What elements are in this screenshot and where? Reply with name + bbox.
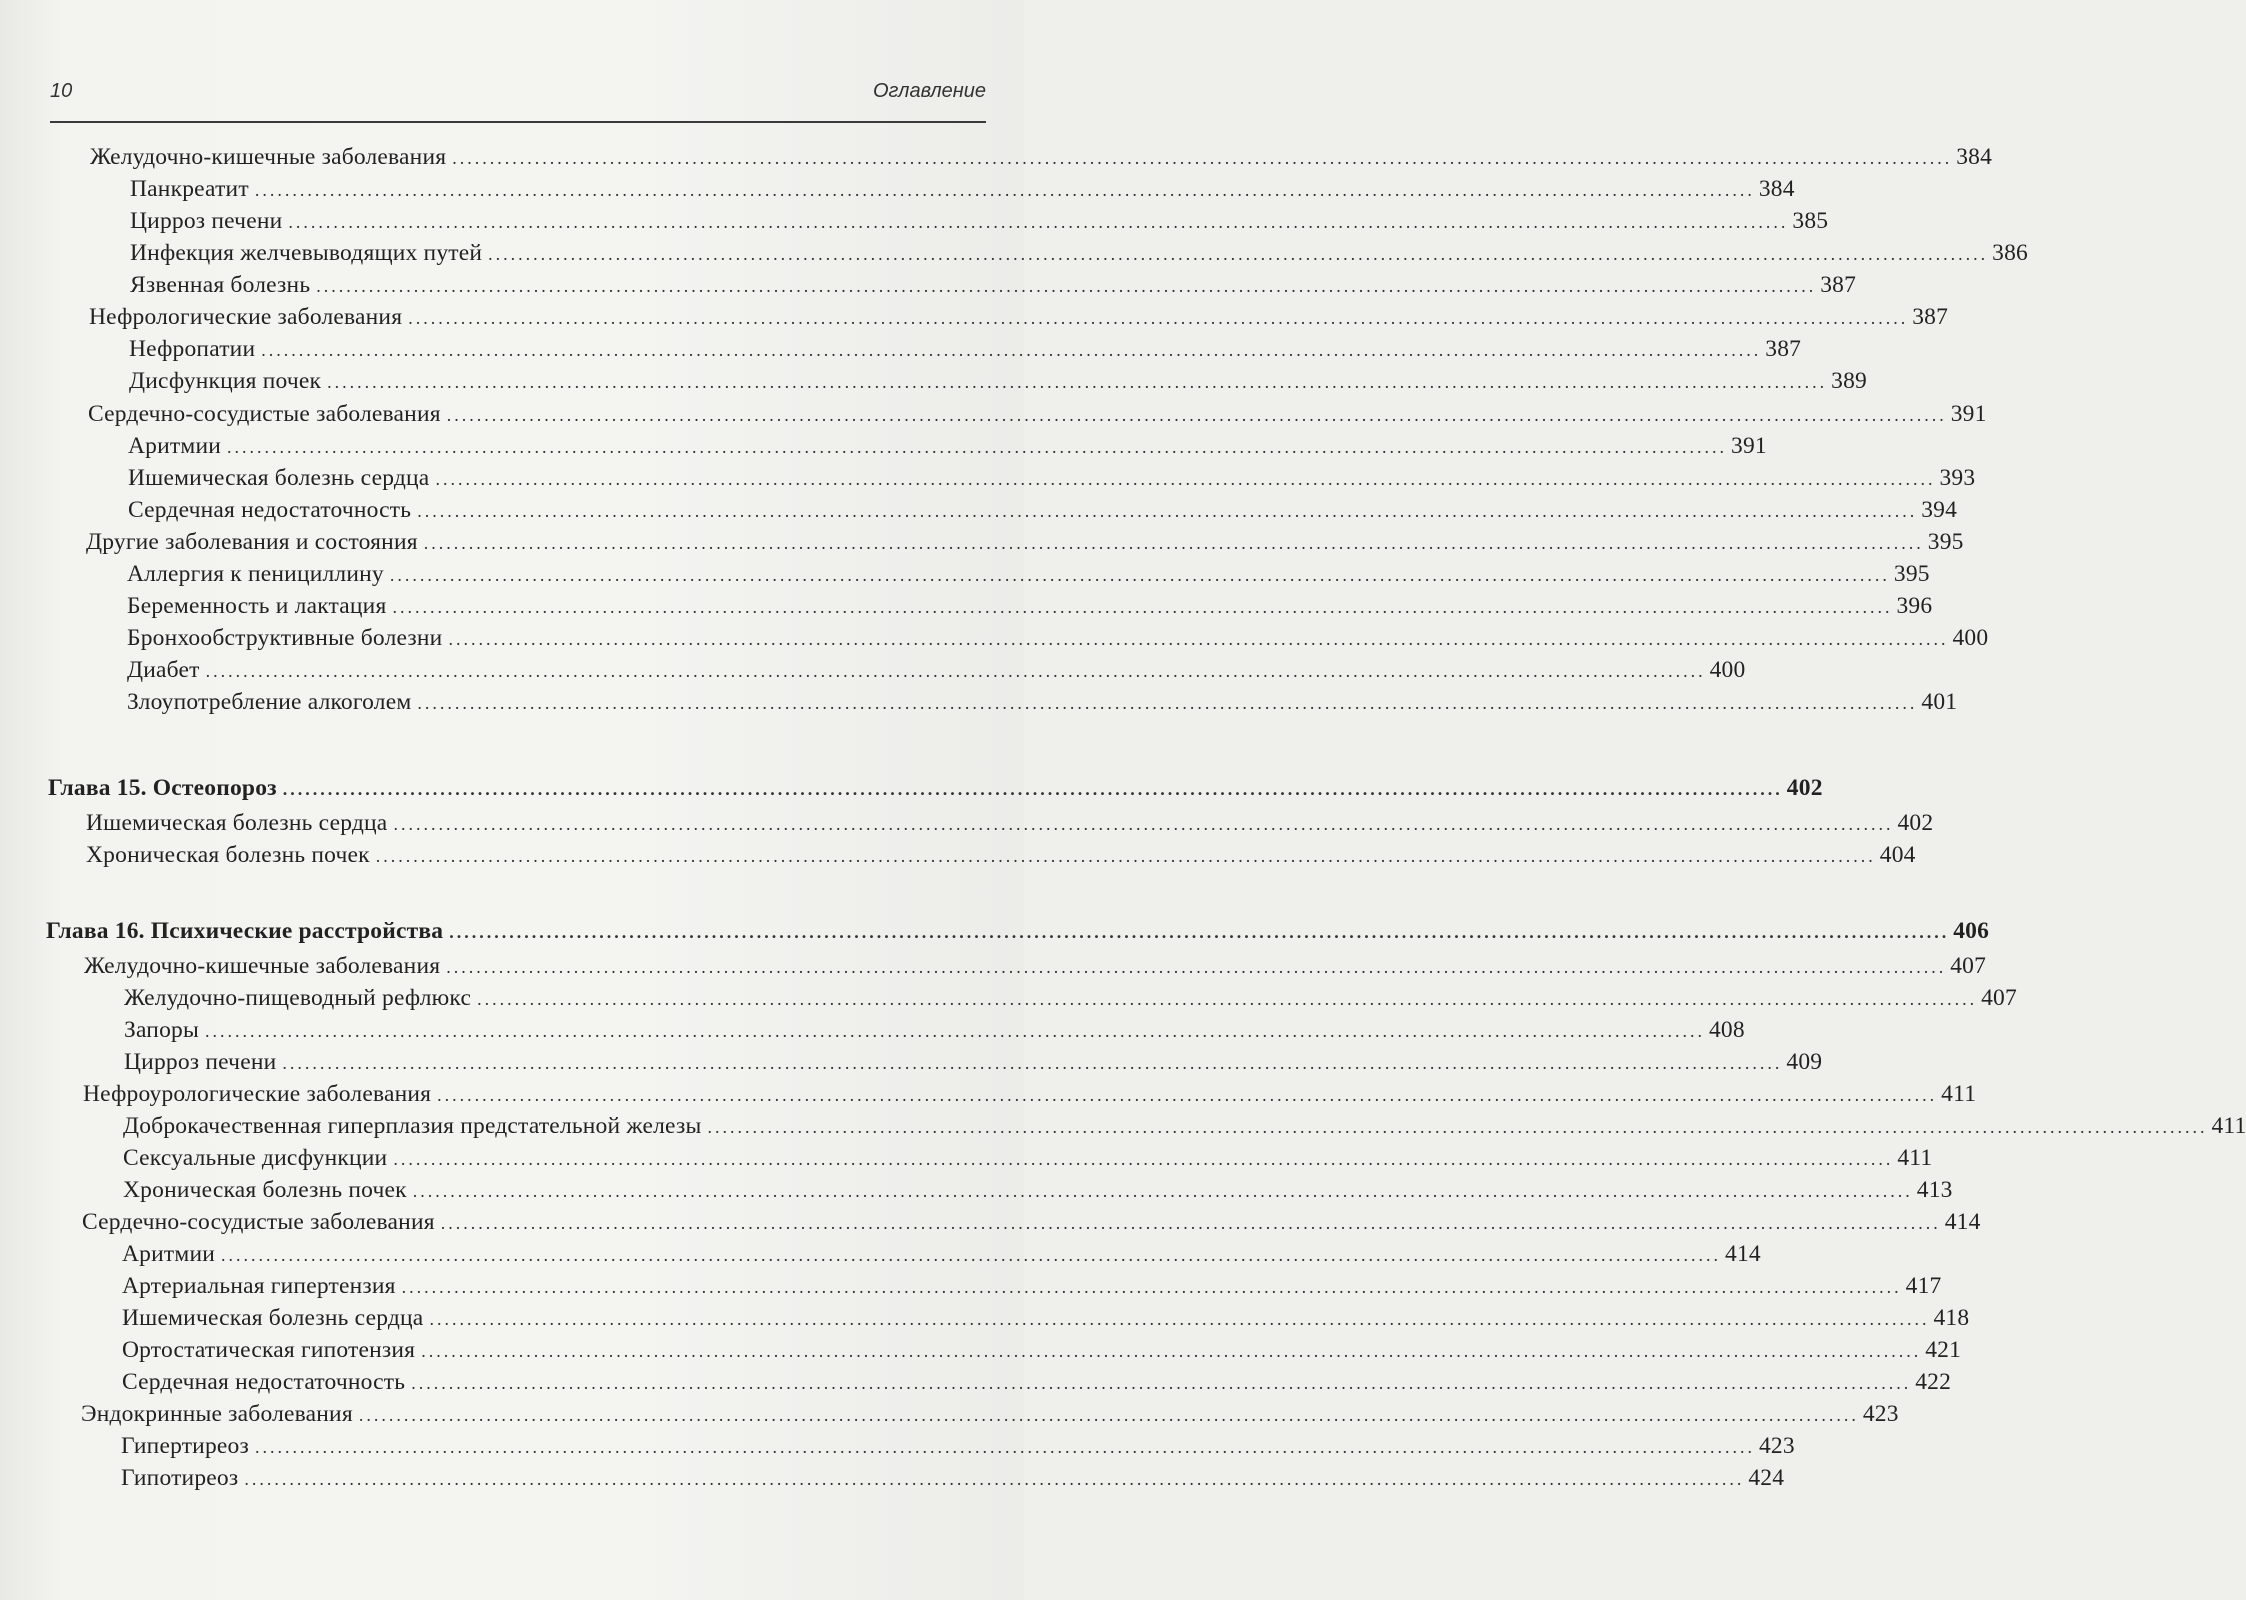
toc-entry-title: Хроническая болезнь почек [123, 1177, 407, 1203]
toc-entry-title: Нефрологические заболевания [89, 304, 403, 330]
leader-dots: ........................................................................................................................................................................................................ [423, 533, 1924, 553]
toc-entry-page: 384 [1956, 144, 1993, 170]
toc-entry [82, 1206, 1981, 1239]
toc-entry [127, 654, 1746, 687]
toc-entry-title: Аритмии [128, 433, 221, 459]
toc-entry [123, 1110, 2246, 1143]
leader-dots: ........................................................................................................................................................................................................ [358, 1405, 1859, 1425]
toc-entry [90, 141, 1993, 174]
toc-entry [122, 1334, 1962, 1367]
toc-entry-title: Сексуальные дисфункции [123, 1145, 388, 1171]
leader-dots: ........................................................................................................................................................................................................ [440, 1213, 1941, 1233]
leader-dots: ........................................................................................................................................................................................................ [288, 212, 1789, 232]
toc-entry-title: Аллергия к пенициллину [127, 561, 384, 587]
toc-entry [127, 558, 1930, 591]
toc-entry-title: Гипертиреоз [121, 1433, 249, 1459]
toc-entry-page: 414 [1944, 1209, 1981, 1235]
toc-entry [127, 590, 1933, 623]
toc-entry [84, 950, 1987, 983]
toc-entry-page: 391 [1731, 433, 1767, 459]
leader-dots: ........................................................................................................................................................................................................ [282, 1053, 1783, 1073]
chapter-heading [48, 772, 1823, 805]
toc-entry-page: 391 [1950, 401, 1987, 427]
toc-entry-title: Желудочно-кишечные заболевания [90, 144, 447, 170]
toc-entry [86, 526, 1964, 559]
leader-dots: ........................................................................................................................................................................................................ [449, 922, 1950, 942]
toc-entry-page: 411 [1897, 1145, 1933, 1171]
leader-dots: ........................................................................................................................................................................................................ [408, 308, 1909, 328]
toc-entry-page: 387 [1765, 336, 1802, 362]
toc-entry-page: 409 [1786, 1049, 1823, 1075]
toc-entry [81, 1398, 1899, 1431]
toc-entry-page: 384 [1758, 176, 1795, 202]
leader-dots: ........................................................................................................................................................................................................ [448, 629, 1949, 649]
toc-entry-title: Дисфункция почек [129, 368, 322, 394]
toc-entry-page: 408 [1708, 1017, 1745, 1043]
toc-entry-title: Сердечно-сосудистые заболевания [88, 401, 441, 427]
leader-dots: ........................................................................................................................................................................................................ [205, 661, 1706, 681]
toc-entry-title: Беременность и лактация [127, 593, 387, 619]
leader-dots: ........................................................................................................................................................................................................ [437, 1085, 1938, 1105]
toc-entry-title: Язвенная болезнь [130, 272, 311, 298]
leader-dots: ........................................................................................................................................................................................................ [282, 779, 1783, 799]
toc-entry [124, 1046, 1823, 1079]
toc-entry-title: Желудочно-кишечные заболевания [84, 953, 441, 979]
leader-dots: ........................................................................................................................................................................................................ [327, 372, 1828, 392]
toc-entry-page: 407 [1950, 953, 1987, 979]
toc-entry-title: Диабет [127, 657, 200, 683]
toc-entry-title: Хроническая болезнь почек [86, 842, 370, 868]
toc-entry-title: Нефропатии [129, 336, 256, 362]
leader-dots: ........................................................................................................................................................................................................ [254, 1437, 1755, 1457]
toc-entry-page: 404 [1879, 842, 1916, 868]
toc-entry-title: Аритмии [122, 1241, 215, 1267]
toc-entry [123, 1174, 1953, 1207]
toc-entry-title: Сердечная недостаточность [128, 497, 412, 523]
toc-entry [127, 686, 1958, 719]
toc-entry [130, 237, 2029, 270]
toc-entry-page: 402 [1897, 810, 1934, 836]
toc-entry-title: Бронхообструктивные болезни [127, 625, 443, 651]
toc-entry-page: 422 [1915, 1369, 1952, 1395]
toc-entry-title: Панкреатит [130, 176, 249, 202]
leader-dots: ........................................................................................................................................................................................................ [421, 1341, 1922, 1361]
toc-entry [121, 1462, 1785, 1495]
toc-entry-title: Запоры [124, 1017, 199, 1043]
toc-entry-title: Глава 16. Психические расстройства [46, 918, 444, 944]
toc-entry-page: 389 [1831, 368, 1867, 394]
toc-entry-page: 424 [1748, 1465, 1785, 1491]
toc-entry-title: Цирроз печени [124, 1049, 277, 1075]
toc-entry [129, 365, 1867, 398]
leader-dots: ........................................................................................................................................................................................................ [477, 989, 1978, 1009]
toc-entry [130, 269, 1857, 302]
leader-dots: ........................................................................................................................................................................................................ [417, 501, 1918, 521]
leader-dots: ........................................................................................................................................................................................................ [411, 1373, 1912, 1393]
toc-entry [83, 1078, 1977, 1111]
toc-entry-page: 400 [1952, 625, 1989, 651]
toc-entry-title: Желудочно-пищеводный рефлюкс [124, 985, 472, 1011]
toc-entry-page: 395 [1893, 561, 1930, 587]
leader-dots: ........................................................................................................................................................................................................ [707, 1117, 2208, 1137]
toc-entry-title: Гипотиреоз [121, 1465, 239, 1491]
leader-dots: ........................................................................................................................................................................................................ [446, 957, 1947, 977]
toc-entry-page: 400 [1709, 657, 1746, 683]
toc-entry [86, 839, 1916, 872]
section-title: Оглавление [872, 80, 986, 102]
page-number: 10 [50, 80, 73, 102]
toc-entry [122, 1238, 1761, 1271]
toc-entry-title: Сердечно-сосудистые заболевания [82, 1209, 435, 1235]
leader-dots: ........................................................................................................................................................................................................ [452, 148, 1953, 168]
leader-dots: ........................................................................................................................................................................................................ [392, 597, 1893, 617]
toc-entry [122, 1302, 1970, 1335]
leader-dots: ........................................................................................................................................................................................................ [393, 814, 1894, 834]
toc-entry-title: Нефроурологические заболевания [83, 1081, 432, 1107]
leader-dots: ........................................................................................................................................................................................................ [446, 405, 1947, 425]
toc-entry [124, 1014, 1745, 1047]
toc-entry-page: 423 [1862, 1401, 1899, 1427]
toc-entry-title: Ишемическая болезнь сердца [128, 465, 430, 491]
toc-entry [127, 622, 1989, 655]
toc-entry [122, 1270, 1942, 1303]
toc-entry [128, 462, 1976, 495]
toc-entry [128, 494, 1958, 527]
leader-dots: ........................................................................................................................................................................................................ [389, 565, 1890, 585]
leader-dots: ........................................................................................................................................................................................................ [488, 244, 1989, 264]
toc-entry-title: Цирроз печени [130, 208, 283, 234]
toc-entry-page: 411 [1941, 1081, 1977, 1107]
toc-entry-page: 395 [1927, 529, 1964, 555]
toc-entry-page: 421 [1925, 1337, 1962, 1363]
leader-dots: ........................................................................................................................................................................................................ [221, 1245, 1721, 1265]
leader-dots: ........................................................................................................................................................................................................ [401, 1277, 1902, 1297]
toc-entry [121, 1430, 1795, 1463]
toc-entry-page: 423 [1758, 1433, 1795, 1459]
toc-entry-page: 418 [1933, 1305, 1970, 1331]
leader-dots: ........................................................................................................................................................................................................ [412, 1181, 1913, 1201]
leader-dots: ........................................................................................................................................................................................................ [316, 276, 1817, 296]
leader-dots: ........................................................................................................................................................................................................ [429, 1309, 1930, 1329]
toc-entry-title: Артериальная гипертензия [122, 1273, 396, 1299]
toc-entry-page: 393 [1939, 465, 1976, 491]
chapter-heading [46, 915, 1990, 948]
toc-entry-title: Другие заболевания и состояния [86, 529, 418, 555]
leader-dots: ........................................................................................................................................................................................................ [435, 469, 1936, 489]
toc-entry [129, 333, 1802, 366]
toc-entry [130, 173, 1795, 206]
toc-entry [123, 1142, 1933, 1175]
toc-entry-page: 406 [1953, 918, 1990, 944]
toc-entry-page: 413 [1916, 1177, 1953, 1203]
toc-entry-page: 402 [1786, 775, 1823, 801]
toc-entry-title: Глава 15. Остеопороз [48, 775, 277, 801]
toc-entry [88, 398, 1987, 431]
leader-dots: ........................................................................................................................................................................................................ [261, 340, 1762, 360]
toc-entry-page: 401 [1921, 689, 1958, 715]
leader-dots: ........................................................................................................................................................................................................ [393, 1149, 1894, 1169]
toc-entry-page: 387 [1820, 272, 1857, 298]
toc-entry-page: 407 [1981, 985, 2017, 1011]
toc-entry-page: 417 [1905, 1273, 1942, 1299]
toc-entry [89, 301, 1949, 334]
toc-entry-title: Ишемическая болезнь сердца [86, 810, 388, 836]
toc-entry-title: Ортостатическая гипотензия [122, 1337, 416, 1363]
leader-dots: ........................................................................................................................................................................................................ [227, 437, 1727, 457]
leader-dots: ........................................................................................................................................................................................................ [417, 693, 1918, 713]
toc-entry-title: Доброкачественная гиперплазия предстательной железы [123, 1113, 702, 1139]
toc-entry-page: 385 [1792, 208, 1829, 234]
toc-entry-title: Сердечная недостаточность [122, 1369, 406, 1395]
leader-dots: ........................................................................................................................................................................................................ [204, 1021, 1705, 1041]
toc-entry-page: 387 [1912, 304, 1949, 330]
toc-entry [86, 807, 1934, 840]
toc-entry-title: Эндокринные заболевания [81, 1401, 353, 1427]
toc-entry-title: Инфекция желчевыводящих путей [130, 240, 483, 266]
toc-entry [122, 1366, 1952, 1399]
leader-dots: ........................................................................................................................................................................................................ [244, 1469, 1745, 1489]
toc-entry [128, 430, 1767, 463]
toc-entry-page: 411 [2211, 1113, 2246, 1139]
toc-entry-title: Ишемическая болезнь сердца [122, 1305, 424, 1331]
toc-entry-page: 396 [1896, 593, 1933, 619]
toc-entry-title: Злоупотребление алкоголем [127, 689, 412, 715]
toc-entry-page: 414 [1725, 1241, 1761, 1267]
toc-entry [124, 982, 2017, 1015]
toc-entry-page: 394 [1921, 497, 1958, 523]
leader-dots: ........................................................................................................................................................................................................ [254, 180, 1755, 200]
leader-dots: ........................................................................................................................................................................................................ [375, 846, 1876, 866]
toc-entry [130, 205, 1829, 238]
toc-entry-page: 386 [1992, 240, 2029, 266]
